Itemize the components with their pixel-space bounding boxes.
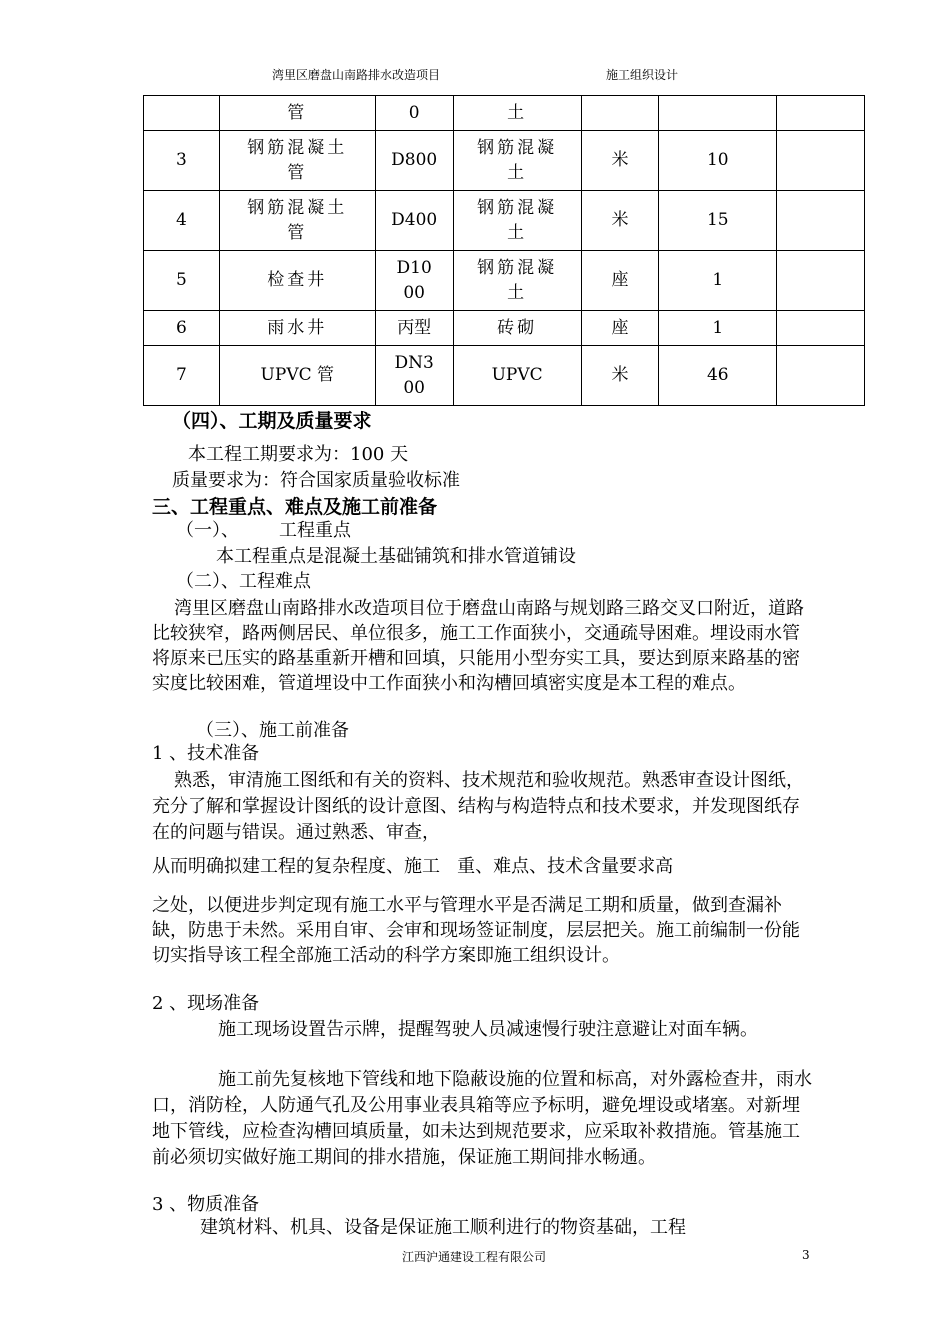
cell-material-text: 钢筋混凝土 [477, 197, 558, 243]
tech-title: 1 、技术准备 [152, 743, 260, 764]
cell-unit: 米 [581, 346, 659, 406]
cell-qty: 1 [659, 251, 777, 311]
cell-spec: D400 [375, 191, 453, 251]
cell-no [144, 96, 220, 131]
cell-spec [375, 346, 453, 406]
cell-spec: 丙型 [375, 311, 453, 346]
cell-qty: 1 [659, 311, 777, 346]
cell-no: 4 [144, 191, 220, 251]
prep-title: （三）、施工前准备 [196, 720, 349, 741]
cell-spec [375, 251, 453, 311]
material-text: 建筑材料、机具、设备是保证施工顺利进行的物资基础，工程 [200, 1217, 686, 1238]
table-row [144, 96, 865, 131]
cell-note [777, 131, 865, 191]
cell-spec-text: DN300 [394, 352, 434, 398]
cell-name-text: 钢筋混凝土管 [247, 197, 348, 243]
key-text: 本工程重点是混凝土基础铺筑和排水管道铺设 [216, 546, 576, 567]
cell-unit [581, 96, 659, 131]
section-3-title: 三、工程重点、难点及施工前准备 [152, 496, 438, 518]
footer-company: 江西沪通建设工程有限公司 [402, 1250, 547, 1264]
cell-no: 5 [144, 251, 220, 311]
cell-material [453, 251, 581, 311]
quality-text: 质量要求为：符合国家质量验收标准 [172, 470, 460, 491]
cell-spec: 0 [375, 96, 453, 131]
cell-name: 管 [219, 96, 375, 131]
cell-no: 3 [144, 131, 220, 191]
section-4-title: （四）、工期及质量要求 [172, 410, 372, 432]
cell-note [777, 191, 865, 251]
cell-name-text: 钢筋混凝土管 [247, 137, 348, 183]
material-title: 3 、物质准备 [152, 1194, 260, 1215]
tech-text-3: 之处，以便进步判定现有施工水平与管理水平是否满足工期和质量，做到查漏补缺，防患于未然。采用自审、会审和现场签证制度，层层把关。施工前编制一份能切实指导该工程全部施工活动的科学方案即施工组织设计。 [152, 895, 800, 966]
header-doc-type: 施工组织设计 [606, 68, 679, 82]
cell-spec: D800 [375, 131, 453, 191]
cell-unit: 座 [581, 251, 659, 311]
cell-material [453, 191, 581, 251]
cell-name [219, 131, 375, 191]
table-row [144, 251, 865, 311]
cell-qty: 10 [659, 131, 777, 191]
cell-note [777, 311, 865, 346]
cell-note [777, 96, 865, 131]
cell-unit: 米 [581, 131, 659, 191]
cell-no: 7 [144, 346, 220, 406]
cell-name: 雨水井 [219, 311, 375, 346]
cell-qty: 15 [659, 191, 777, 251]
site-text-1: 施工现场设置告示牌，提醒驾驶人员减速慢行驶注意避让对面车辆。 [218, 1019, 758, 1040]
cell-qty: 46 [659, 346, 777, 406]
tech-text-2: 从而明确拟建工程的复杂程度、施工 重、难点、技术含量要求高 [152, 856, 674, 877]
table-row [144, 131, 865, 191]
cell-spec-text: D1000 [396, 257, 432, 303]
cell-material: 土 [453, 96, 581, 131]
table-row [144, 346, 865, 406]
page-number: 3 [802, 1248, 810, 1262]
table-row [144, 191, 865, 251]
cell-no: 6 [144, 311, 220, 346]
cell-note [777, 251, 865, 311]
cell-unit: 米 [581, 191, 659, 251]
cell-material-text: 钢筋混凝土 [477, 137, 558, 183]
cell-name: 检查井 [219, 251, 375, 311]
cell-material [453, 131, 581, 191]
cell-material: 砖砌 [453, 311, 581, 346]
cell-note [777, 346, 865, 406]
table-row [144, 311, 865, 346]
difficulty-title: （二）、工程难点 [176, 571, 311, 592]
cell-material: UPVC [453, 346, 581, 406]
tech-text-1: 熟悉，审清施工图纸和有关的资料、技术规范和验收规范。熟悉审查设计图纸，充分了解和掌握设计图纸的设计意图、结构与构造特点和技术要求，并发现图纸存在的问题与错误。通过熟悉、审查， [152, 770, 804, 843]
cell-name [219, 191, 375, 251]
cell-qty [659, 96, 777, 131]
cell-material-text: 钢筋混凝土 [477, 257, 558, 303]
difficulty-text: 湾里区磨盘山南路排水改造项目位于磨盘山南路与规划路三路交叉口附近，道路比较狭窄，路两侧居民、单位很多，施工工作面狭小，交通疏导困难。埋设雨水管将原来已压实的路基重新开槽和回填，只能用小型夯实工具，要达到原来路基的密实度比较困难，管道埋设中工作面狭小和沟槽回填密实度是本工程的难点。 [152, 598, 804, 694]
key-title: （一）、 工程重点 [176, 520, 352, 541]
cell-unit: 座 [581, 311, 659, 346]
period-text: 本工程工期要求为：100 天 [188, 444, 409, 465]
materials-table [143, 95, 865, 406]
site-title: 2 、现场准备 [152, 993, 260, 1014]
site-text-2: 施工前先复核地下管线和地下隐蔽设施的位置和标高，对外露检查井，雨水口，消防栓，人防通气孔及公用事业表具箱等应予标明，避免埋设或堵塞。对新埋地下管线，应检查沟槽回填质量，如未达到规范要求，应采取补救措施。管基施工前必须切实做好施工期间的排水措施，保证施工期间排水畅通。 [152, 1069, 812, 1168]
cell-name: UPVC 管 [219, 346, 375, 406]
header-project: 湾里区磨盘山南路排水改造项目 [272, 68, 441, 82]
